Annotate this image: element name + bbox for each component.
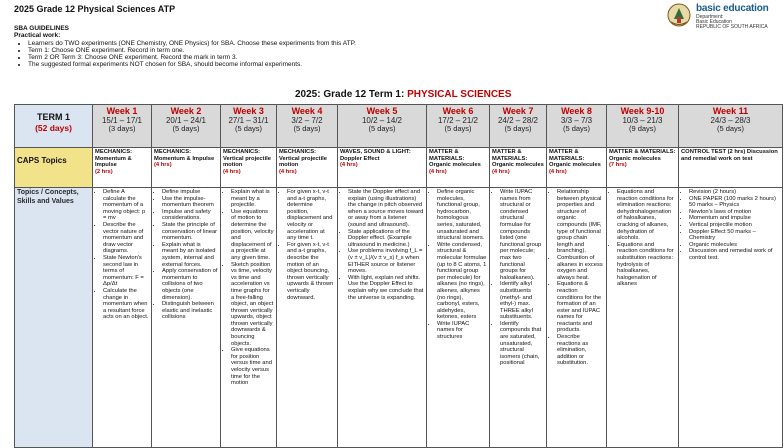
- sba-item: • Term 1: Choose ONE experiment. Record in term one.: [28, 47, 356, 54]
- week-days: (5 days): [444, 124, 472, 133]
- week-header: [221, 105, 277, 148]
- sba-item: • Learners do TWO experiments (ONE Chemistry, ONE Physics) for SBA. Choose these experiments from this ATP.: [28, 40, 356, 47]
- topics-list: [681, 189, 780, 262]
- week-name: Week 5: [366, 106, 398, 116]
- topic-item: • Equations & reaction conditions for the formation of an ester and IUPAC names for reactants and products.: [557, 281, 604, 334]
- week-dates: 27/1 – 31/1: [228, 116, 269, 125]
- caps-cell: [221, 148, 277, 188]
- topics-cell: [221, 188, 277, 448]
- topic-item: • Newton's laws of motion: [689, 209, 780, 216]
- topics-cell: [679, 188, 783, 448]
- table-title-subject: PHYSICAL SCIENCES: [407, 89, 512, 100]
- topic-item: • Vertical projectile motion: [689, 222, 780, 229]
- caps-cell: [679, 148, 783, 188]
- topic-item: • Define A calculate the momentum of a moving object: p = mv: [103, 189, 149, 222]
- caps-hours: (4 hrs): [154, 162, 172, 169]
- topic-item: • Combustion of alkanes in excess oxygen and always heat.: [557, 255, 604, 281]
- week-name: Week 8: [561, 106, 592, 116]
- logo-sub-line: REPUBLIC OF SOUTH AFRICA: [696, 24, 768, 30]
- caps-hours: (4 hrs): [279, 168, 297, 175]
- week-header: [152, 105, 221, 148]
- week-name: Week 6: [442, 106, 474, 116]
- week-days: (5 days): [716, 124, 745, 133]
- caps-hours: (4 hrs): [492, 168, 510, 175]
- topic-item: • Use problems involving f_L = (v ± v_L)/(v ± v_s) f_s when EITHER source or listener moves.: [348, 248, 424, 274]
- sba-item: • The suggested formal experiments NOT chosen for SBA, should become informal experiments.: [28, 61, 356, 68]
- caps-hours: (2 hrs): [95, 168, 113, 175]
- topic-item: • Write IUPAC names from structural or condensed structural formulae for compounds listed (one functional group per molecule; max two functional groups for haloalkanes).: [500, 189, 544, 281]
- topic-item: • Revision (2 hours): [689, 189, 780, 196]
- term-days: (52 days): [35, 123, 72, 133]
- topics-cell: [547, 188, 607, 448]
- week-header: [277, 105, 338, 148]
- logo-sub-line: Basic Education: [696, 19, 732, 25]
- topic-item: • Calculate the change in momentum when a resultant force acts on an object.: [103, 288, 149, 321]
- table-title: [295, 89, 511, 100]
- topic-item: • Organic molecules: [689, 242, 780, 249]
- week-header: [547, 105, 607, 148]
- week-dates: 24/2 – 28/2: [497, 116, 539, 125]
- caps-text: MECHANICS: Momentum & Impulse: [95, 149, 133, 169]
- caps-text: MATTER & MATERIALS: Organic molecules: [429, 149, 481, 169]
- caps-hours: (4 hrs): [223, 168, 241, 175]
- sba-list: [14, 40, 356, 69]
- topic-item: • For given x-t, v-t and a-t graphs, determine position, displacement and velocity or acceleration at any time t.: [287, 189, 335, 242]
- topic-item: • Impulse and safety considerations.: [162, 209, 218, 222]
- caps-hours: (4 hrs): [429, 168, 447, 175]
- topic-item: • With light, explain red shifts. Use the Doppler Effect to explain why we conclude that the universe is expanding.: [348, 275, 424, 301]
- topics-label: Topics / Concepts, Skills and Values: [15, 188, 93, 448]
- topic-item: • Write IUPAC names for structures: [437, 321, 487, 341]
- topic-item: • ONE PAPER (100 marks 2 hours) 50 marks – Physics: [689, 196, 780, 209]
- topics-cell: [152, 188, 221, 448]
- caps-cell: [93, 148, 152, 188]
- caps-text: CONTROL TEST (2 hrs) Discussion and remedial work on test: [681, 149, 778, 162]
- topic-item: • Write condensed, structural & molecular formulae (up to 8 C atoms, 1 functional group per molecule) for alkanes (no rings), alkenes, alkynes (no rings), carbonyl, esters, aldehydes, ketones, esters: [437, 242, 487, 321]
- topic-item: • Use equations of motion to determine the position, velocity and displacement of a projectile at any given time.: [231, 209, 274, 262]
- caps-text: MECHANICS: Momentum & Impulse: [154, 149, 215, 162]
- week-days: (5 days): [234, 124, 263, 133]
- caps-cell: [338, 148, 427, 188]
- week-days: (5 days): [172, 124, 200, 133]
- week-header: [338, 105, 427, 148]
- topics-cell: [607, 188, 679, 448]
- topics-list: [429, 189, 487, 341]
- document-title: 2025 Grade 12 Physical Sciences ATP: [14, 4, 176, 14]
- topic-item: • Explain what is meant by a projectile.: [231, 189, 274, 209]
- sba-guidelines: [14, 25, 356, 69]
- topics-cell: [338, 188, 427, 448]
- sba-subheading: Practical work:: [14, 32, 61, 40]
- topics-list: [279, 189, 335, 301]
- topic-item: • Doppler Effect 50 marks – Chemistry: [689, 229, 780, 242]
- topics-list: [609, 189, 676, 288]
- week-days: (5 days): [293, 124, 321, 133]
- topic-item: • Describe the vector nature of momentum and draw vector diagrams.: [103, 222, 149, 255]
- caps-cell: [277, 148, 338, 188]
- caps-text: MECHANICS: Vertical projectile motion: [279, 149, 328, 169]
- atp-table: [14, 104, 783, 448]
- coat-of-arms-icon: [666, 2, 692, 28]
- topics-cell: [93, 188, 152, 448]
- weeks-row: [15, 105, 783, 148]
- topics-cell: [277, 188, 338, 448]
- week-name: Week 9-10: [620, 106, 665, 116]
- week-name: Week 2: [170, 106, 202, 116]
- week-dates: 15/1 – 17/1: [101, 116, 143, 125]
- caps-cell: [490, 148, 547, 188]
- topic-item: • Relationship between physical properties and structure of organic compounds (IMF, type of functional group chain length and branching).: [557, 189, 604, 255]
- caps-cell: [152, 148, 221, 188]
- dbe-logo: [666, 2, 778, 30]
- week-name: Week 3: [233, 106, 264, 116]
- caps-text: MATTER & MATERIALS: Organic molecules: [492, 149, 544, 169]
- week-days: (3 days): [108, 124, 136, 133]
- caps-hours: (4 hrs): [549, 168, 567, 175]
- sba-heading: SBA GUIDELINES: [14, 25, 70, 32]
- table-title-prefix: 2025: Grade 12 Term 1:: [295, 89, 408, 100]
- topic-item: • Define impulse: [162, 189, 218, 196]
- week-dates: 3/2 – 7/2: [291, 116, 323, 125]
- topics-list: [340, 189, 424, 301]
- week-dates: 3/3 – 7/3: [560, 116, 593, 125]
- topic-item: • State the Doppler effect and explain (using illustrations) the change in pitch observed when a source moves toward or away from a listener (sound and ultrasound).: [348, 189, 424, 229]
- topic-item: • Define organic molecules, functional group, hydrocarbon, homologous series, saturated, unsaturated and structural isomers.: [437, 189, 487, 242]
- week-header: [490, 105, 547, 148]
- topic-item: • Describe reactions as elimination, addition or substitution.: [557, 334, 604, 367]
- topics-list: [549, 189, 604, 367]
- logo-sub-line: Department:: [696, 14, 724, 20]
- topic-item: • State applications of the Doppler effect. (Example ultrasound in medicine.): [348, 229, 424, 249]
- topics-list: [492, 189, 544, 367]
- term-name: TERM 1: [36, 112, 70, 122]
- caps-cell: [427, 148, 490, 188]
- caps-text: MATTER & MATERIALS: Organic molecules: [609, 149, 676, 162]
- topics-list: [95, 189, 149, 321]
- caps-cell: [547, 148, 607, 188]
- week-header: [427, 105, 490, 148]
- week-days: (5 days): [562, 124, 591, 133]
- topics-cell: [490, 188, 547, 448]
- topic-item: • Identify compounds that are saturated, unsaturated, structural isomers (chain, positional: [500, 321, 544, 367]
- topics-list: [223, 189, 274, 387]
- week-name: Week 7: [502, 106, 534, 116]
- week-header: [607, 105, 679, 148]
- topic-item: • Use the impulse-momentum theorem: [162, 196, 218, 209]
- caps-hours: (4 hrs): [340, 162, 358, 169]
- caps-hours: (7 hrs): [609, 162, 627, 169]
- topic-item: • Equations and reaction conditions for elimination reactions: dehydrohalogenation of haloalkanes, cracking of alkanes, dehydration of alcohols.: [617, 189, 676, 242]
- topic-item: • State Newton's second law in terms of momentum: F = Δp/Δt: [103, 255, 149, 288]
- logo-main-text: basic education: [696, 3, 769, 14]
- week-days: (9 days): [628, 124, 657, 133]
- topic-item: • Apply conservation of momentum to collisions of two objects (one dimension).: [162, 268, 218, 301]
- topic-item: • State the principle of conservation of linear momentum.: [162, 222, 218, 242]
- week-name: Week 4: [291, 106, 323, 116]
- topic-item: • Identify alkyl substituents (methyl- and ethyl-) max. THREE alkyl substituents.: [500, 281, 544, 321]
- week-dates: 20/1 – 24/1: [165, 116, 207, 125]
- week-days: (5 days): [504, 124, 532, 133]
- topic-item: • Distinguish between elastic and inelastic collisions: [162, 301, 218, 321]
- caps-cell: [607, 148, 679, 188]
- caps-text: WAVES, SOUND & LIGHT: Doppler Effect: [340, 149, 411, 162]
- topic-item: • Explain what is meant by an isolated system, internal and external forces.: [162, 242, 218, 268]
- week-name: Week 11: [712, 106, 749, 116]
- week-header: [93, 105, 152, 148]
- topics-row: [15, 188, 783, 448]
- topic-item: • For given x-t, v-t and a-t graphs, describe the motion of an object bouncing, thrown vertically upwards & thrown vertically downward.: [287, 242, 335, 301]
- week-days: (5 days): [368, 124, 396, 133]
- caps-row: [15, 148, 783, 188]
- week-dates: 10/2 – 14/2: [361, 116, 403, 125]
- topic-item: • Momentum and impulse: [689, 215, 780, 222]
- week-dates: 10/3 – 21/3: [622, 116, 663, 125]
- topics-cell: [427, 188, 490, 448]
- week-name: Week 1: [106, 106, 138, 116]
- caps-topics-label: CAPS Topics: [15, 148, 93, 188]
- topic-item: • Discussion and remedial work of control test.: [689, 248, 780, 261]
- week-dates: 17/2 – 21/2: [437, 116, 479, 125]
- term-cell: [15, 105, 93, 148]
- topic-item: • Give equations for position versus time and velocity versus time for the motion: [231, 347, 274, 387]
- topics-list: [154, 189, 218, 321]
- topic-item: • Sketch position vs time, velocity vs time and acceleration vs time graphs for a free-falling object, an object thrown vertically upwards, object thrown vertically downwards & bouncing objects.: [231, 262, 274, 348]
- caps-text: MECHANICS: Vertical projectile motion: [223, 149, 272, 169]
- logo-sub-text: [696, 15, 768, 30]
- week-header: [679, 105, 783, 148]
- sba-item: • Term 2 OR Term 3: Choose ONE experiment. Record the mark in term 3.: [28, 54, 356, 61]
- caps-text: MATTER & MATERIALS: Organic molecules: [549, 149, 601, 169]
- topic-item: • Equations and reaction conditions for substitution reactions: hydrolysis of haloalkanes, halogenation of alkanes: [617, 242, 676, 288]
- week-dates: 24/3 – 28/3: [710, 116, 751, 125]
